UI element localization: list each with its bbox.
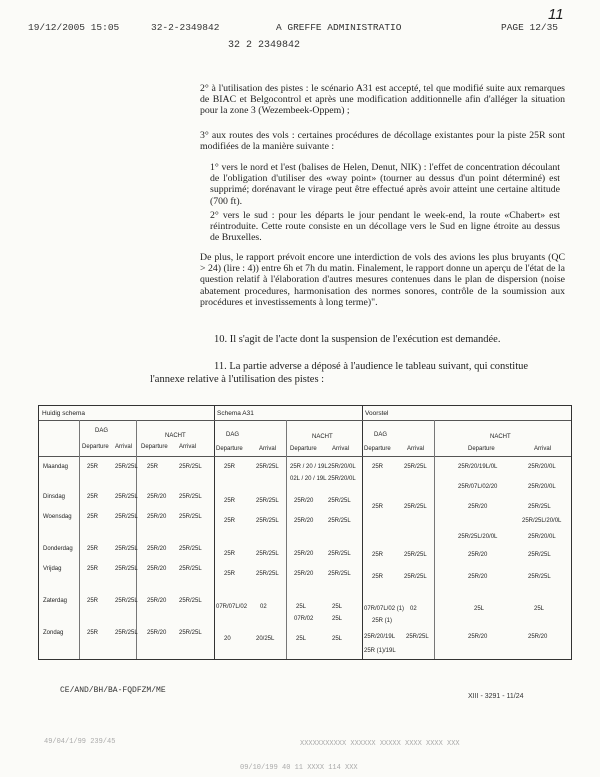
row-day: Dinsdag <box>43 494 66 500</box>
table-cell: 25R/25L/20/0L <box>522 518 562 524</box>
paragraph-south: 2° vers le sud : pour les départs le jour pendant le week-end, la route «Chabert» est réintroduite. Cette route consiste en un décollage vers le Sud en ligne étroite au dessus de Bruxelles. <box>210 210 560 244</box>
table-cell: 25R/20 <box>468 552 488 558</box>
table-cell: 02 <box>410 606 417 612</box>
table-cell: 25R/20/0L <box>328 476 356 482</box>
scheme-current <box>39 406 215 659</box>
table-cell: 25L <box>296 604 307 610</box>
table-cell: 25R <box>372 574 384 580</box>
table-cell: 25R/25L <box>528 504 551 510</box>
col-header: Departure <box>141 444 168 450</box>
table-cell: 25R/25L <box>179 566 202 572</box>
table-cell: 25R <box>147 464 159 470</box>
table-cell: 25R/25L <box>256 498 279 504</box>
row-day: Zaterdag <box>43 598 68 604</box>
table-cell: 25R/25L <box>256 518 279 524</box>
table-cell: 25R/25L <box>528 552 551 558</box>
scheme-proposal <box>362 406 571 659</box>
table-cell: 25R/25L <box>115 546 138 552</box>
col-header: Arrival <box>332 446 350 452</box>
table-cell: 25R <box>224 464 236 470</box>
paragraph-11: 11. La partie adverse a déposé à l'audience le tableau suivant, qui constitue <box>214 361 529 372</box>
table-cell: 25R/20 <box>294 551 314 557</box>
table-cell: 25R/20 <box>468 574 488 580</box>
table-cell: 25R/25L <box>179 630 202 636</box>
table-cell: 25R/20 <box>468 504 488 510</box>
row-day: Zondag <box>43 630 64 636</box>
table-cell: 25R/20/0L <box>328 464 356 470</box>
scheme-a31 <box>214 406 363 659</box>
table-cell: 25L <box>332 604 343 610</box>
table-cell: 25R/20 <box>294 518 314 524</box>
table-cell: 25R/25L <box>256 464 279 470</box>
table-cell: 25R/25L <box>328 518 351 524</box>
table-cell: 02L / 20 / 19L <box>290 476 327 482</box>
table-cell: 02 <box>260 604 267 610</box>
table-cell: 25R/25L <box>328 571 351 577</box>
fax-page: PAGE 12/35 <box>501 22 559 33</box>
table-cell: 25R <box>87 566 99 572</box>
table-cell: 25R/20/19L/0L <box>458 464 498 470</box>
table-cell: 25R/25L <box>328 551 351 557</box>
table-cell: 20/25L <box>256 636 275 642</box>
table-cell: 07R/02 <box>294 616 314 622</box>
nacht-header: NACHT <box>490 434 511 440</box>
table-cell: 25R / 20 / 19L <box>290 464 328 470</box>
table-cell: 25R/20 <box>147 598 167 604</box>
col-header: Arrival <box>115 444 133 450</box>
table-cell: 25R/20 <box>294 498 314 504</box>
table-cell: 25R/07L/02/20 <box>458 484 498 490</box>
table-cell: 25R <box>372 504 384 510</box>
table-cell: 25L <box>474 606 485 612</box>
col-header: Departure <box>468 446 495 452</box>
table-cell: 25R/20 <box>468 634 488 640</box>
table-cell: 25R/25L <box>115 494 138 500</box>
table-cell: 25R/20/0L <box>528 484 556 490</box>
table-cell: 25R/20 <box>147 546 167 552</box>
nacht-header: NACHT <box>165 433 186 439</box>
col-header: Arrival <box>407 446 425 452</box>
scheme-title: Huidig schema <box>42 410 85 417</box>
table-cell: 25R/25L <box>404 574 427 580</box>
footer-reference: CE/AND/BH/BA-FQDFZM/ME <box>60 686 166 695</box>
col-header: Arrival <box>259 446 277 452</box>
nacht-header: NACHT <box>312 434 333 440</box>
fax-stamp-number: 32 2 2349842 <box>228 40 301 51</box>
runway-use-table <box>38 405 572 660</box>
paragraph-additional: De plus, le rapport prévoit encore une interdiction de vols des avions les plus bruyants (QC > 24) (lire : 4)) entre 6h et 7h du matin. Finalement, le rapport donne un aperçu de l'état de la question relatif à l'élaboration d'autres mesures contenues dans le plan de dispersion (noise abatement procedures, harmonisation des normes sonores, contrôle de la soumission aux procédures et investissements à long terme)". <box>200 252 565 308</box>
table-cell: 25R/25L <box>179 546 202 552</box>
table-cell: 20 <box>224 636 231 642</box>
paragraph-10: 10. Il s'agit de l'acte dont la suspension de l'exécution est demandée. <box>214 334 501 345</box>
table-cell: 25R/25L <box>256 571 279 577</box>
table-cell: 25R/25L <box>115 514 138 520</box>
table-cell: 25R/20/19L <box>364 634 396 640</box>
table-cell: 25R/25L <box>328 498 351 504</box>
paragraph-11-continued: l'annexe relative à l'utilisation des pistes : <box>150 374 325 385</box>
table-cell: 25R/25L <box>256 551 279 557</box>
table-cell: 25R/20 <box>528 634 548 640</box>
table-cell: 25R <box>224 571 236 577</box>
paragraph-north-east: 1° vers le nord et l'est (balises de Helen, Denut, NIK) : l'effet de concentration découlant de l'obligation d'utiliser des «way point» (tourner au dessus d'un point déterminé) est supprimé; dorénavant le virage peut être effectué après avoir atteint une certaine altitude (700 ft). <box>210 162 560 207</box>
table-cell: 25R/25L <box>404 464 427 470</box>
table-cell: 07R/07L/02 (1) <box>364 606 405 612</box>
table-cell: 25R/20 <box>147 630 167 636</box>
footer-page-ref: XIII - 3291 - 11/24 <box>468 693 524 700</box>
table-cell: 25R/25L <box>179 514 202 520</box>
table-cell: 25L <box>534 606 545 612</box>
dag-header: DAG <box>374 432 388 438</box>
row-day: Vrijdag <box>43 566 62 572</box>
row-day: Woensdag <box>43 514 72 520</box>
table-cell: 25R/25L <box>406 634 429 640</box>
table-cell: 25R/20/0L <box>528 534 556 540</box>
table-cell: 25R/20 <box>294 571 314 577</box>
table-cell: 25L <box>332 636 343 642</box>
col-header: Departure <box>364 446 391 452</box>
faint-print-line: XXXXXXXXXXX XXXXXX XXXXX XXXX XXXX XXX <box>300 740 460 748</box>
col-header: Departure <box>82 444 109 450</box>
table-cell: 25R (1) <box>372 618 393 624</box>
table-cell: 25R <box>87 546 99 552</box>
table-cell: 25R <box>87 494 99 500</box>
paragraph-runway-use: 2° à l'utilisation des pistes : le scénario A31 est accepté, tel que modifié suite aux remarques de BIAC et Belgocontrol et après une modification additionnelle afin d'alléger la situation pour la zone 3 (Wezembeek-Oppem) ; <box>200 83 565 117</box>
col-header: Departure <box>216 446 243 452</box>
scheme-title: Schema A31 <box>217 410 254 417</box>
table-cell: 25L <box>296 636 307 642</box>
table-cell: 25R/20 <box>147 566 167 572</box>
table-cell: 25R/25L <box>528 574 551 580</box>
table-cell: 25R <box>224 551 236 557</box>
table-cell: 25R <box>372 464 384 470</box>
dag-header: DAG <box>95 428 109 434</box>
table-cell: 25R/25L <box>115 464 138 470</box>
table-cell: 25R (1)/19L <box>364 648 396 654</box>
table-cell: 25R/25L <box>404 552 427 558</box>
table-cell: 25R <box>372 552 384 558</box>
page-corner-mark: 11 <box>548 6 564 23</box>
table-cell: 25R/25L <box>179 598 202 604</box>
table-cell: 25R/25L/20/0L <box>458 534 498 540</box>
table-cell: 25R/20 <box>147 514 167 520</box>
table-cell: 25R <box>87 464 99 470</box>
dag-header: DAG <box>226 432 240 438</box>
paragraph-flight-routes: 3° aux routes des vols : certaines procédures de décollage existantes pour la piste 25R sont modifiées de la manière suivante : <box>200 130 565 153</box>
table-cell: 25R <box>87 630 99 636</box>
row-day: Donderdag <box>43 546 73 552</box>
table-cell: 25R <box>224 518 236 524</box>
fax-sender: A GREFFE ADMINISTRATIO <box>276 22 402 33</box>
table-cell: 25R/20/0L <box>528 464 556 470</box>
col-header: Departure <box>290 446 317 452</box>
fax-header <box>28 22 573 36</box>
fax-number: 32-2-2349842 <box>151 22 220 33</box>
table-cell: 25L <box>332 616 343 622</box>
scheme-title: Voorstel <box>365 410 389 417</box>
table-cell: 07R/07L/02 <box>216 604 248 610</box>
col-header: Arrival <box>179 444 197 450</box>
col-header: Arrival <box>534 446 552 452</box>
table-cell: 25R/25L <box>404 504 427 510</box>
faint-print-line: 09/10/199 40 11 XXXX 114 XXX <box>240 764 358 772</box>
table-cell: 25R/25L <box>115 630 138 636</box>
table-cell: 25R/25L <box>115 566 138 572</box>
table-cell: 25R/20 <box>147 494 167 500</box>
table-cell: 25R <box>87 598 99 604</box>
table-cell: 25R <box>224 498 236 504</box>
table-cell: 25R/25L <box>179 464 202 470</box>
fax-datetime: 19/12/2005 15:05 <box>28 22 120 33</box>
table-cell: 25R/25L <box>179 494 202 500</box>
table-cell: 25R <box>87 514 99 520</box>
table-cell: 25R/25L <box>115 598 138 604</box>
faint-print-line: 49/04/1/99 239/45 <box>44 738 116 746</box>
row-day: Maandag <box>43 464 69 470</box>
